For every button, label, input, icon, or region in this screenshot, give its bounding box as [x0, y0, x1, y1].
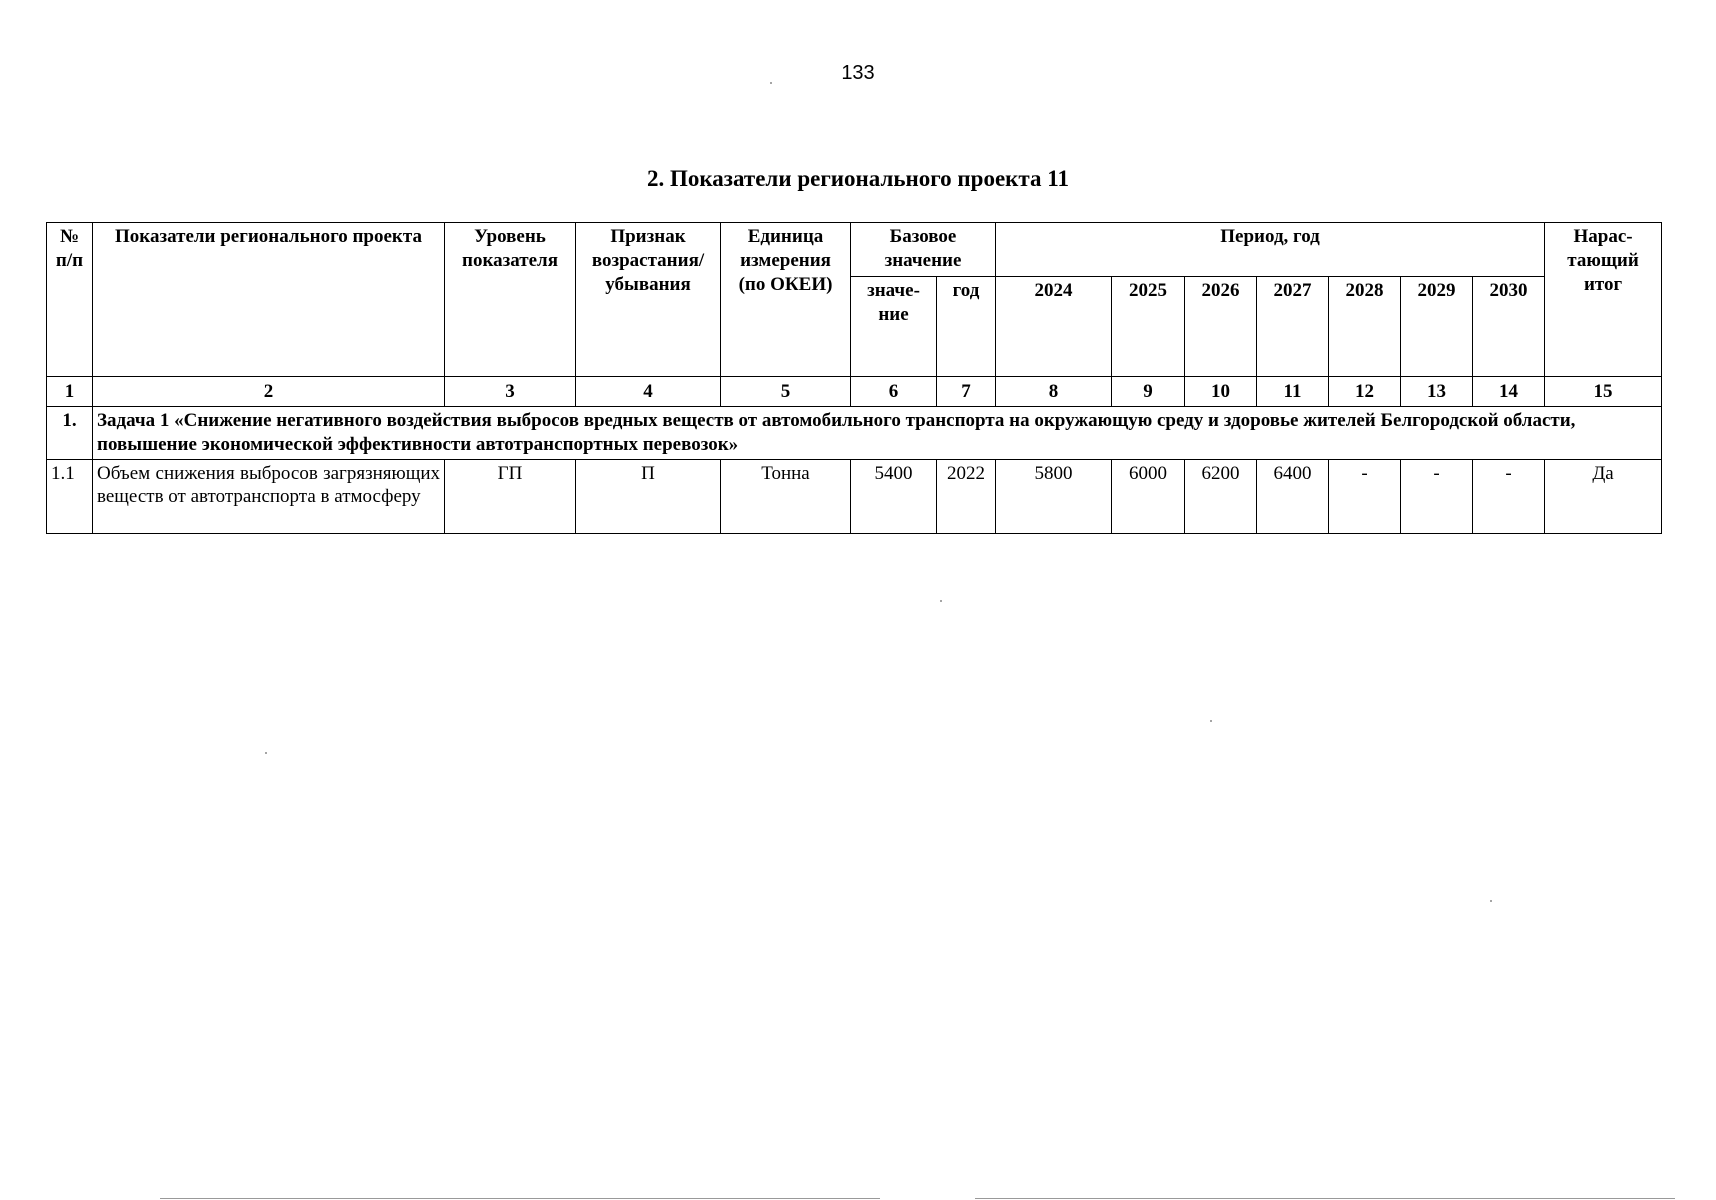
task-row [47, 407, 1662, 460]
column-number: 4 [576, 377, 721, 407]
column-numbers-row [47, 377, 1662, 407]
column-number: 14 [1473, 377, 1545, 407]
row-value: - [1401, 459, 1473, 533]
row-value: 6200 [1185, 459, 1257, 533]
header-year: 2027 [1257, 277, 1329, 377]
header-year: 2030 [1473, 277, 1545, 377]
column-number: 7 [937, 377, 996, 407]
row-base-year: 2022 [937, 459, 996, 533]
column-number: 9 [1112, 377, 1185, 407]
scan-line [160, 1198, 880, 1199]
header-trend: Признак возрастания/ убывания [576, 223, 721, 377]
row-value: 6400 [1257, 459, 1329, 533]
row-base-value: 5400 [851, 459, 937, 533]
header-level: Уровень показателя [445, 223, 576, 377]
header-indicator: Показатели регионального проекта [93, 223, 445, 377]
scan-speck [940, 600, 942, 602]
row-cumulative: Да [1545, 459, 1662, 533]
row-trend: П [576, 459, 721, 533]
row-level: ГП [445, 459, 576, 533]
row-num: 1.1 [47, 459, 93, 533]
scan-speck [1210, 720, 1212, 722]
row-value: 6000 [1112, 459, 1185, 533]
task-text: Задача 1 «Снижение негативного воздействия выбросов вредных веществ от автомобильного транспорта на окружающую среду и здоровье жителей Белгородской области, повышение экономической эффективности автотранспортных перевозок» [93, 407, 1662, 460]
scan-speck [1490, 900, 1492, 902]
column-number: 12 [1329, 377, 1401, 407]
header-base-value: значе-ние [851, 277, 937, 377]
column-number: 11 [1257, 377, 1329, 407]
header-row-1 [47, 223, 1662, 277]
header-year: 2029 [1401, 277, 1473, 377]
header-unit: Единица измерения (по ОКЕИ) [721, 223, 851, 377]
header-year: 2024 [996, 277, 1112, 377]
header-base: Базовое значение [851, 223, 996, 277]
row-value: 5800 [996, 459, 1112, 533]
column-number: 2 [93, 377, 445, 407]
column-number: 1 [47, 377, 93, 407]
indicators-table [46, 222, 1662, 534]
header-period: Период, год [996, 223, 1545, 277]
header-year: 2025 [1112, 277, 1185, 377]
header-year: 2028 [1329, 277, 1401, 377]
row-unit: Тонна [721, 459, 851, 533]
scan-speck [265, 752, 267, 754]
header-base-year: год [937, 277, 996, 377]
row-value: - [1329, 459, 1401, 533]
column-number: 3 [445, 377, 576, 407]
table-row [47, 459, 1662, 533]
scan-line [975, 1198, 1675, 1199]
task-num: 1. [47, 407, 93, 460]
column-number: 8 [996, 377, 1112, 407]
column-number: 5 [721, 377, 851, 407]
page-number: 133 [841, 62, 875, 84]
header-year: 2026 [1185, 277, 1257, 377]
column-number: 13 [1401, 377, 1473, 407]
header-cumulative: Нарас-тающий итог [1545, 223, 1662, 377]
column-number: 10 [1185, 377, 1257, 407]
row-value: - [1473, 459, 1545, 533]
column-number: 6 [851, 377, 937, 407]
scan-speck [770, 82, 772, 84]
column-number: 15 [1545, 377, 1662, 407]
row-indicator: Объем снижения выбросов загрязняющих веществ от автотранспорта в атмосферу [93, 459, 445, 533]
document-title: 2. Показатели регионального проекта 11 [646, 166, 1069, 191]
header-num: № п/п [47, 223, 93, 377]
